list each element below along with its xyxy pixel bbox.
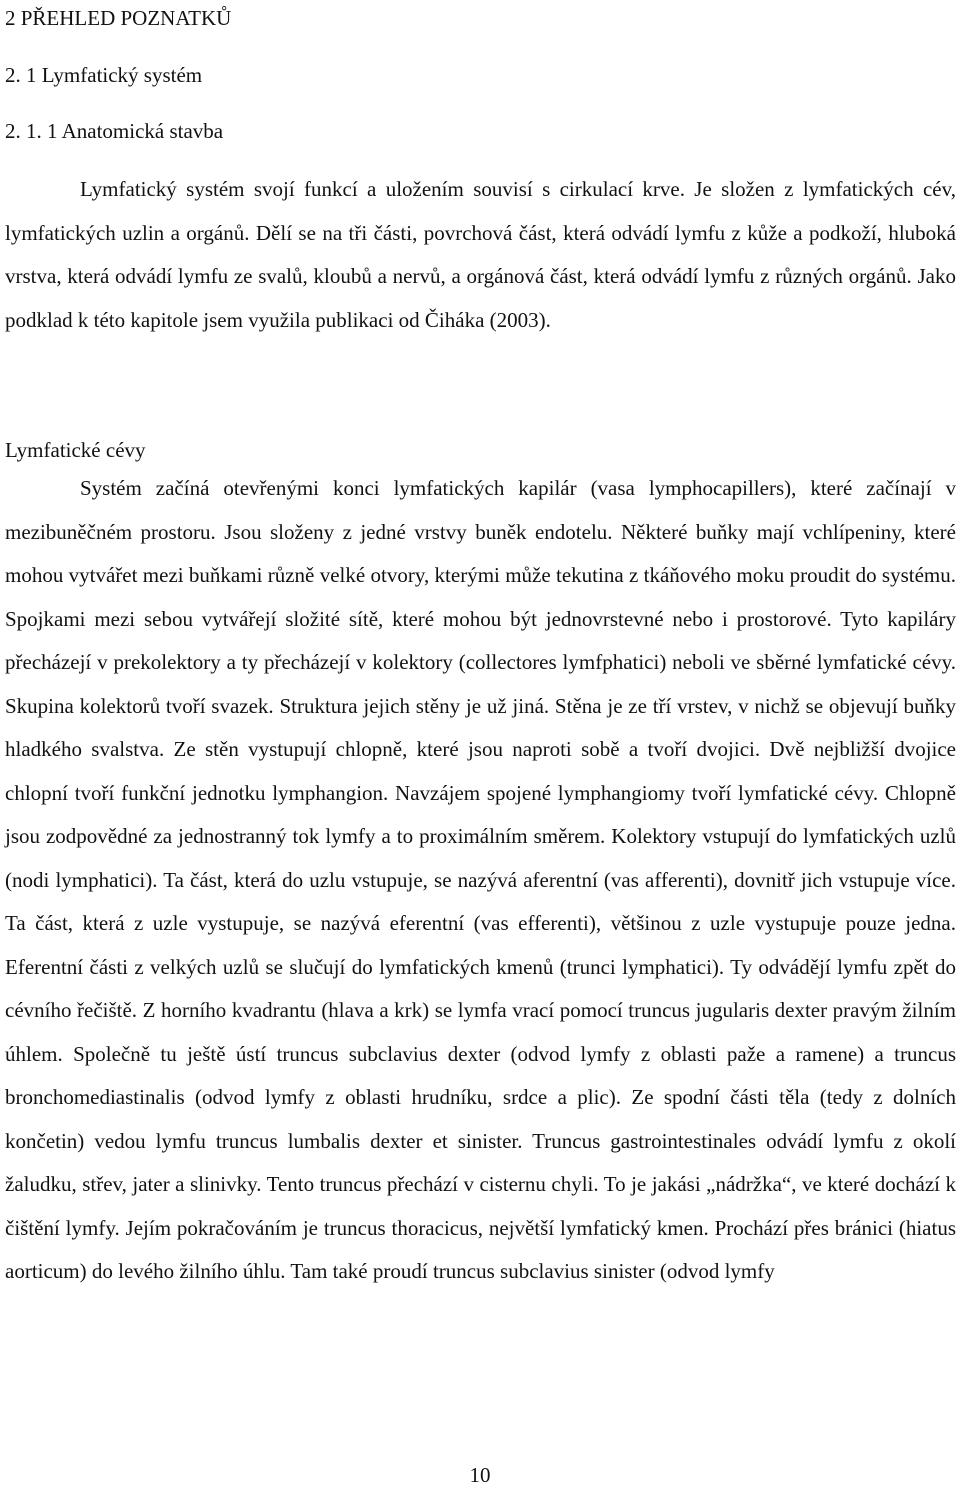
page-number: 10 [469,1463,491,1487]
lymphatic-vessels-paragraph: Systém začíná otevřenými konci lymfatických kapilár (vasa lymphocapillers), které začínají v mezibuněčném prostoru. Jsou složeny z jedné vrstvy buněk endotelu. Některé buňky mají vchlípeniny, které mohou vytvářet mezi buňkami různě velké otvory, kterými může tekutina z tkáňového moku proudit do systému. Spojkami mezi sebou vytvářejí složité sítě, které mohou být jednovrstevné nebo i prostorové. Tyto kapiláry přecházejí v prekolektory a ty přecházejí v kolektory (collectores lymfphatici) neboli ve sběrné lymfatické cévy. Skupina kolektorů tvoří svazek. Struktura jejich stěny je už jiná. Stěna je ze tří vrstev, v nichž se objevují buňky hladkého svalstva. Ze stěn vystupují chlopně, které jsou naproti sobě a tvoří dvojici. Dvě nejbližší dvojice chlopní tvoří funkční jednotku lymphangion. Navzájem spojené lymphangiomy tvoří lymfatické cévy. Chlopně jsou zodpovědné za jednostranný tok lymfy a to proximálním směrem. Kolektory vstupují do lymfatických uzlů (nodi lymphatici). Ta část, která do uzlu vstupuje, se nazývá aferentní (vas afferenti), dovnitř jich vstupuje více. Ta část, která z uzle vystupuje, se nazývá eferentní (vas efferenti), většinou z uzle vystupuje pouze jedna. Eferentní části z velkých uzlů se slučují do lymfatických kmenů (trunci lymphatici). Ty odvádějí lymfu zpět do cévního řečiště. Z horního kvadrantu (hlava a krk) se lymfa vrací pomocí truncus jugularis dexter pravým žilním úhlem. Společně tu ještě ústí truncus subclavius dexter (odvod lymfy z oblasti paže a ramene) a truncus bronchomediastinalis (odvod lymfy z oblasti hrudníku, srdce a plic). Ze spodní části těla (tedy z dolních končetin) vedou lymfu truncus lumbalis dexter et sinister. Truncus gastrointestinales odvádí lymfu z okolí žaludku, střev, jater a slinivky. Tento truncus přechází v cisternu chyli. To je jakási „nádržka“, ve které dochází k čištění lymfy. Jejím pokračováním je truncus thoracicus, největší lymfatický kmen. Prochází přes bránici (hiatus aorticum) do levého žilního úhlu. Tam také proudí truncus subclavius sinister (odvod lymfy [5,476,956,1283]
intro-paragraph: Lymfatický systém svojí funkcí a uložením souvisí s cirkulací krve. Je složen z lymfatických cév, lymfatických uzlin a orgánů. Dělí se na tři části, povrchová část, která odvádí lymfu z kůže a podkoží, hluboká vrstva, která odvádí lymfu ze svalů, kloubů a nervů, a orgánová část, která odvádí lymfu z různých orgánů. Jako podklad k této kapitole jsem využila publikaci od Čiháka (2003). [5,177,956,332]
section-heading: 2. 1 Lymfatický systém [5,63,203,87]
lymphatic-vessels-heading: Lymfatické cévy [5,438,146,462]
chapter-heading: 2 PŘEHLED POZNATKŮ [5,6,232,30]
subsection-heading: 2. 1. 1 Anatomická stavba [5,119,224,143]
